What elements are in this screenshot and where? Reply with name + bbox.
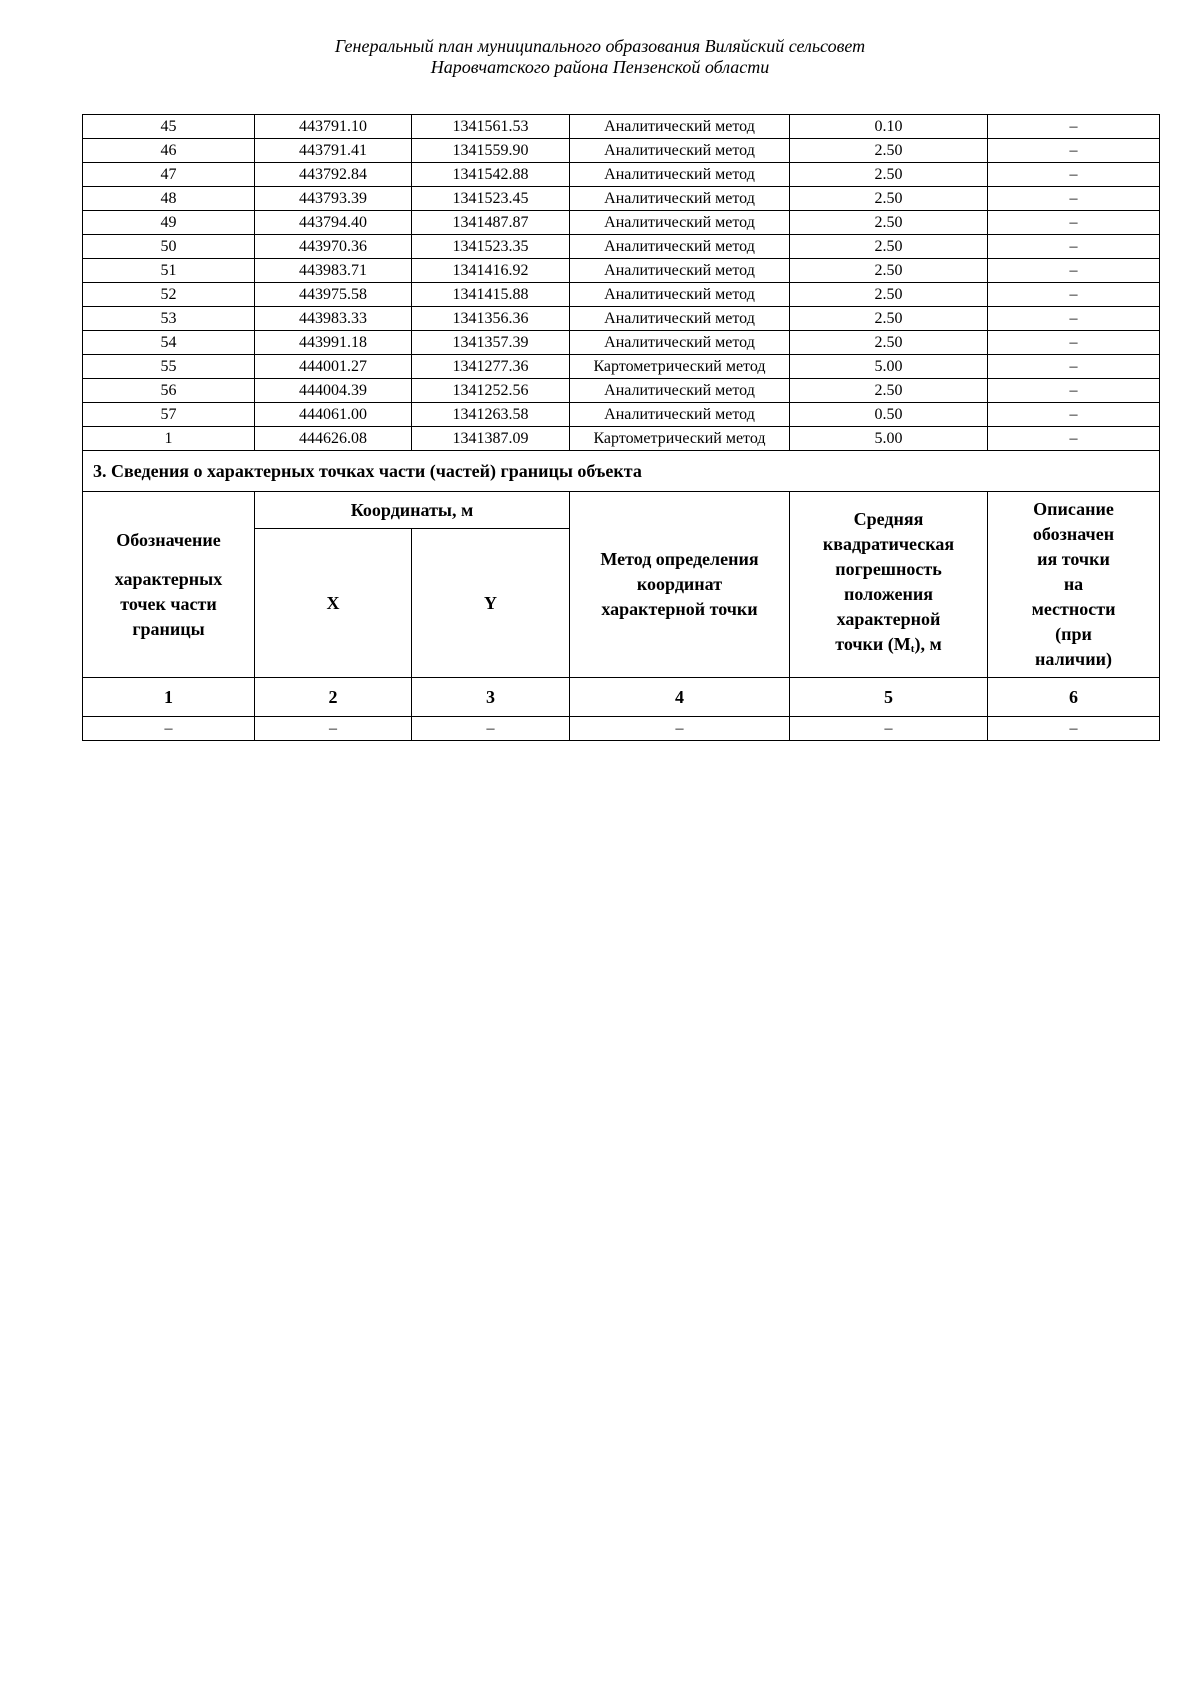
error-cell: 2.50: [790, 379, 988, 403]
point-number-cell: 52: [83, 283, 255, 307]
header-description-line: ия точки: [1037, 549, 1110, 569]
description-cell: –: [988, 379, 1160, 403]
header-method: [570, 492, 790, 678]
x-cell: 443791.41: [255, 139, 412, 163]
table-row: [83, 427, 1160, 451]
method-cell: Аналитический метод: [570, 163, 790, 187]
x-cell: 443975.58: [255, 283, 412, 307]
y-cell: 1341559.90: [412, 139, 570, 163]
column-number: 3: [412, 678, 570, 717]
x-cell: 444061.00: [255, 403, 412, 427]
x-cell: 444001.27: [255, 355, 412, 379]
y-cell: 1341252.56: [412, 379, 570, 403]
header-method-line: Метод определения: [600, 549, 759, 569]
header-error-line: характерной: [836, 609, 941, 629]
error-cell: 2.50: [790, 139, 988, 163]
description-cell: –: [988, 187, 1160, 211]
empty-cell: –: [988, 717, 1160, 741]
error-cell: 5.00: [790, 355, 988, 379]
method-cell: Аналитический метод: [570, 379, 790, 403]
header-method-line: координат: [636, 574, 723, 594]
header-point-designation-line: характерных: [114, 568, 223, 589]
x-cell: 444626.08: [255, 427, 412, 451]
table-row: [83, 283, 1160, 307]
header-method-line: характерной точки: [601, 599, 758, 619]
data-rows: [83, 115, 1160, 451]
page-header: [0, 36, 1200, 78]
y-cell: 1341523.45: [412, 187, 570, 211]
x-cell: 443991.18: [255, 331, 412, 355]
empty-cell: –: [790, 717, 988, 741]
header-description-line: на: [1063, 574, 1084, 594]
description-cell: –: [988, 163, 1160, 187]
empty-cell: –: [570, 717, 790, 741]
table-row: [83, 403, 1160, 427]
point-number-cell: 45: [83, 115, 255, 139]
table-row: [83, 259, 1160, 283]
error-cell: 2.50: [790, 235, 988, 259]
table-row: [83, 307, 1160, 331]
header-point-designation-line: границы: [132, 618, 205, 639]
header-error-line: квадратическая: [822, 534, 955, 554]
x-cell: 443970.36: [255, 235, 412, 259]
point-number-cell: 55: [83, 355, 255, 379]
error-cell: 2.50: [790, 259, 988, 283]
description-cell: –: [988, 307, 1160, 331]
method-cell: Аналитический метод: [570, 403, 790, 427]
header-line-1: Генеральный план муниципального образования Виляйский сельсовет: [334, 36, 866, 56]
method-cell: Картометрический метод: [570, 355, 790, 379]
method-cell: Аналитический метод: [570, 331, 790, 355]
table-row: [83, 211, 1160, 235]
header-row-1: [83, 492, 1160, 529]
error-cell: 0.50: [790, 403, 988, 427]
header-description-line: местности: [1031, 599, 1116, 619]
header-description-line: обозначен: [1032, 524, 1115, 544]
error-cell: 2.50: [790, 211, 988, 235]
point-number-cell: 56: [83, 379, 255, 403]
error-cell: 0.10: [790, 115, 988, 139]
point-number-cell: 48: [83, 187, 255, 211]
column-number: 5: [790, 678, 988, 717]
error-cell: 5.00: [790, 427, 988, 451]
y-cell: 1341263.58: [412, 403, 570, 427]
point-number-cell: 53: [83, 307, 255, 331]
method-cell: Аналитический метод: [570, 211, 790, 235]
column-number: 4: [570, 678, 790, 717]
header-point-designation-line: точек части: [120, 593, 217, 614]
description-cell: –: [988, 331, 1160, 355]
header-y: Y: [412, 529, 570, 678]
method-cell: Картометрический метод: [570, 427, 790, 451]
y-cell: 1341387.09: [412, 427, 570, 451]
x-cell: 443792.84: [255, 163, 412, 187]
header-point-designation: [83, 492, 255, 678]
point-number-cell: 51: [83, 259, 255, 283]
header-error-last-line: точки (Mt), м: [835, 634, 942, 655]
error-cell: 2.50: [790, 331, 988, 355]
x-cell: 443983.71: [255, 259, 412, 283]
error-cell: 2.50: [790, 187, 988, 211]
y-cell: 1341415.88: [412, 283, 570, 307]
method-cell: Аналитический метод: [570, 235, 790, 259]
description-cell: –: [988, 259, 1160, 283]
column-number: 2: [255, 678, 412, 717]
empty-cell: –: [83, 717, 255, 741]
header-x: X: [255, 529, 412, 678]
x-cell: 443791.10: [255, 115, 412, 139]
header-description-line: (при: [1055, 624, 1092, 644]
method-cell: Аналитический метод: [570, 259, 790, 283]
empty-row: [83, 717, 1160, 741]
section-3-title: 3. Сведения о характерных точках части (частей) границы объекта: [83, 451, 1160, 492]
y-cell: 1341356.36: [412, 307, 570, 331]
description-cell: –: [988, 355, 1160, 379]
error-cell: 2.50: [790, 307, 988, 331]
point-number-cell: 49: [83, 211, 255, 235]
header-coordinates: Координаты, м: [255, 492, 570, 529]
table-row: [83, 115, 1160, 139]
y-cell: 1341561.53: [412, 115, 570, 139]
header-description-line: Описание: [1033, 499, 1114, 519]
method-cell: Аналитический метод: [570, 307, 790, 331]
column-number: 6: [988, 678, 1160, 717]
header-point-designation-top: Обозначение: [116, 529, 221, 550]
description-cell: –: [988, 403, 1160, 427]
empty-cell: –: [255, 717, 412, 741]
x-cell: 444004.39: [255, 379, 412, 403]
y-cell: 1341487.87: [412, 211, 570, 235]
empty-cell: –: [412, 717, 570, 741]
table-row: [83, 355, 1160, 379]
error-cell: 2.50: [790, 163, 988, 187]
column-number-row: [83, 678, 1160, 717]
error-cell: 2.50: [790, 283, 988, 307]
header-error: [790, 492, 988, 678]
method-cell: Аналитический метод: [570, 187, 790, 211]
point-number-cell: 1: [83, 427, 255, 451]
table-row: [83, 235, 1160, 259]
table-row: [83, 187, 1160, 211]
point-number-cell: 47: [83, 163, 255, 187]
table-row: [83, 331, 1160, 355]
header-error-line: Средняя: [853, 509, 924, 529]
description-cell: –: [988, 211, 1160, 235]
header-line-2: Наровчатского района Пензенской области: [430, 57, 770, 77]
method-cell: Аналитический метод: [570, 115, 790, 139]
y-cell: 1341277.36: [412, 355, 570, 379]
y-cell: 1341416.92: [412, 259, 570, 283]
table-row: [83, 139, 1160, 163]
column-number: 1: [83, 678, 255, 717]
x-cell: 443794.40: [255, 211, 412, 235]
x-cell: 443793.39: [255, 187, 412, 211]
description-cell: –: [988, 235, 1160, 259]
table-row: [83, 379, 1160, 403]
section-3-row: [83, 451, 1160, 492]
point-number-cell: 57: [83, 403, 255, 427]
header-error-line: положения: [843, 584, 934, 604]
point-number-cell: 46: [83, 139, 255, 163]
header-description-line: наличии): [1035, 649, 1112, 669]
point-number-cell: 50: [83, 235, 255, 259]
table-row: [83, 163, 1160, 187]
description-cell: –: [988, 115, 1160, 139]
header-error-line: погрешность: [835, 559, 942, 579]
y-cell: 1341357.39: [412, 331, 570, 355]
description-cell: –: [988, 427, 1160, 451]
description-cell: –: [988, 283, 1160, 307]
description-cell: –: [988, 139, 1160, 163]
header-description: [988, 492, 1160, 678]
method-cell: Аналитический метод: [570, 283, 790, 307]
y-cell: 1341523.35: [412, 235, 570, 259]
y-cell: 1341542.88: [412, 163, 570, 187]
coordinates-table: [82, 114, 1160, 741]
x-cell: 443983.33: [255, 307, 412, 331]
point-number-cell: 54: [83, 331, 255, 355]
method-cell: Аналитический метод: [570, 139, 790, 163]
